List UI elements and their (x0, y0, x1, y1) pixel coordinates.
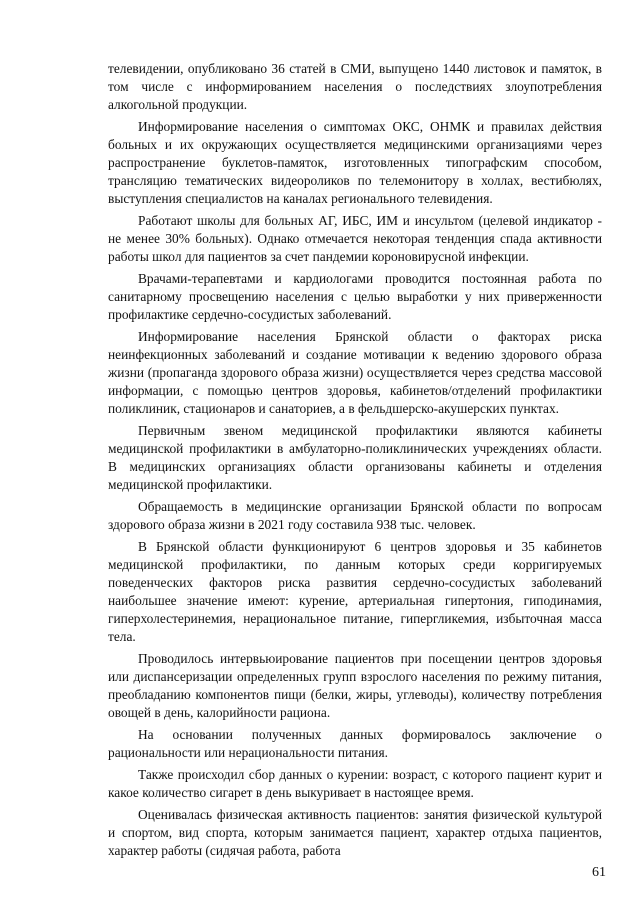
paragraph-4: Врачами-терапевтами и кардиологами проводится постоянная работа по санитарному просвещению населения с целью выработки у них приверженности профилактике сердечно-сосудистых заболеваний. (108, 271, 602, 322)
paragraph-9: Проводилось интервьюирование пациентов при посещении центров здоровья или диспансеризации определенных групп взрослого населения по режиму питания, преобладанию компонентов пищи (белки, жиры, углеводы), количеству потребления овощей в день, калорийности рациона. (108, 651, 602, 720)
paragraph-12: Оценивалась физическая активность пациентов: занятия физической культурой и спортом, вид спорта, которым занимается пациент, характер отдыха пациентов, характер работы (сидячая работа, работа (108, 807, 602, 858)
paragraph-5: Информирование населения Брянской области о факторах риска неинфекционных заболеваний и создание мотивации к ведению здорового образа жизни (пропаганда здорового образа жизни) осуществляется через средства массовой информации, с помощью центров здоровья, кабинетов/отделений профилактики поликлиник, стационаров и санаториев, а в фельдшерско-акушерских пунктах. (108, 329, 602, 416)
page-number: 61 (592, 865, 606, 880)
paragraph-1: телевидении, опубликовано 36 статей в СМИ, выпущено 1440 листовок и памяток, в том числе с информированием населения о последствиях злоупотребления алкогольной продукции. (108, 61, 602, 112)
document-body (108, 60, 602, 864)
paragraph-6: Первичным звеном медицинской профилактики являются кабинеты медицинской профилактики в амбулаторно-поликлинических учреждениях области. В медицинских организациях области организованы кабинеты и отделения медицинской профилактики. (108, 423, 602, 492)
paragraph-7: Обращаемость в медицинские организации Брянской области по вопросам здорового образа жизни в 2021 году составила 938 тыс. человек. (108, 499, 602, 532)
paragraph-3: Работают школы для больных АГ, ИБС, ИМ и инсультом (целевой индикатор - не менее 30% больных). Однако отмечается некоторая тенденция спада активности работы школ для пациентов за счет пандемии короновирусной инфекции. (108, 213, 602, 264)
paragraph-2: Информирование населения о симптомах ОКС, ОНМК и правилах действия больных и их окружающих осуществляется медицинскими организациями через распространение буклетов-памяток, изготовленных типографским способом, трансляцию тематических видеороликов по телемонитору в холлах, вестибюлях, выступления специалистов на каналах регионального телевидения. (108, 119, 602, 206)
paragraph-8: В Брянской области функционируют 6 центров здоровья и 35 кабинетов медицинской профилактики, по данным которых среди корригируемых поведенческих факторов риска развития сердечно-сосудистых заболеваний наибольшее значение имеют: курение, артериальная гипертония, гиподинамия, гиперхолестеринемия, нерациональное питание, гипергликемия, избыточная масса тела. (108, 539, 602, 644)
paragraph-10: На основании полученных данных формировалось заключение о рациональности или нерациональности питания. (108, 727, 602, 760)
paragraph-11: Также происходил сбор данных о курении: возраст, с которого пациент курит и какое количество сигарет в день выкуривает в настоящее время. (108, 767, 602, 800)
